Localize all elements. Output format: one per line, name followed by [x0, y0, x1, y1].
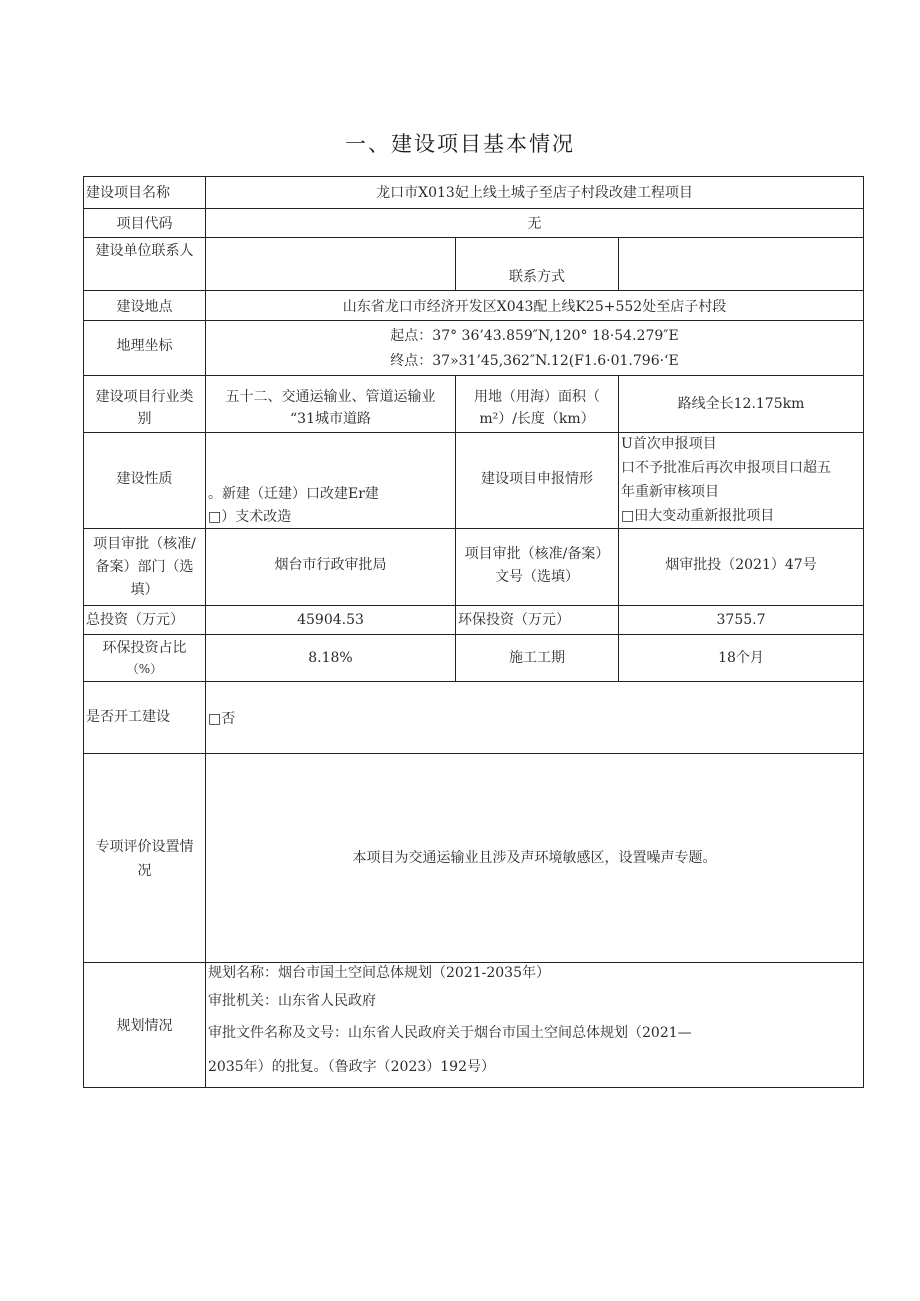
area-value: 路线全长12.175km	[677, 396, 805, 412]
row-border	[83, 290, 863, 291]
area-label-line2: m²）/长度（km）	[479, 411, 595, 427]
approval-label-line3: 填）	[130, 582, 159, 598]
special-eval-label-line1: 专项评价设置情	[95, 839, 194, 855]
column-border	[618, 237, 619, 290]
approval-label-line1: 项目审批（核准/	[93, 536, 196, 552]
special-eval-value: 本项目为交通运输业且涉及声环境敏感区，设置噪声专题。	[352, 850, 717, 866]
industry-value-line1: 五十二、交通运输业、管道运输业	[225, 389, 436, 405]
row-border	[83, 176, 863, 177]
location-value: 山东省龙口市经济开发区X043配上线K25+552处至店子村段	[342, 299, 727, 315]
started-label: 是否开工建设	[86, 709, 170, 725]
env-ratio-label-line1: 环保投资占比	[102, 640, 187, 656]
started-value: □否	[208, 711, 236, 727]
env-ratio-value: 8.18%	[308, 650, 353, 666]
location-label: 建设地点	[116, 299, 173, 315]
approval-doc-value: 烟审批投（2021）47号	[665, 557, 817, 573]
coordinates-start: 起点：37° 36’43.859″N,120° 18·54.279″E	[390, 328, 679, 344]
column-border	[863, 176, 864, 1088]
investment-label: 总投资（万元）	[86, 612, 184, 628]
contact-label: 建设单位联系人	[95, 243, 194, 259]
env-investment-label: 环保投资（万元）	[458, 612, 570, 628]
row-border	[83, 681, 863, 682]
approval-doc-label-line2: 文号（选填）	[495, 569, 579, 585]
planning-line-4: 2035年）的批复。（鲁政字（2023）192号）	[208, 1059, 495, 1075]
row-border	[83, 237, 863, 238]
construction-period-value: 18个月	[718, 650, 764, 666]
nature-label: 建设性质	[116, 471, 173, 487]
planning-label: 规划情况	[116, 1018, 173, 1034]
row-border	[83, 634, 863, 635]
report-option-1: U首次申报项目	[621, 436, 717, 452]
industry-label-line1: 建设项目行业类	[95, 389, 194, 405]
project-code-label: 项目代码	[116, 216, 173, 232]
construction-period-label: 施工工期	[509, 650, 565, 666]
planning-line-1: 规划名称：烟台市国土空间总体规划（2021-2035年）	[208, 965, 550, 981]
nature-option-1: 。新建（迁建）口改建Er建	[208, 486, 379, 502]
industry-label-line2: 别	[137, 411, 152, 427]
planning-line-2: 审批机关：山东省人民政府	[208, 993, 376, 1009]
coordinates-label: 地理坐标	[116, 338, 173, 354]
approval-value: 烟台市行政审批局	[274, 557, 387, 573]
column-border	[618, 375, 619, 681]
planning-line-3: 审批文件名称及文号：山东省人民政府关于烟台市国土空间总体规划（2021—	[208, 1025, 692, 1041]
report-option-2: 口不予批准后再次申报项目口超五	[621, 460, 831, 476]
coordinates-end: 终点：37»31’45,362″N.12(F1.6·01.796·ʻE	[390, 353, 679, 369]
contact-method-label: 联系方式	[509, 269, 565, 285]
row-border	[83, 528, 863, 529]
row-border	[83, 375, 863, 376]
area-label-line1: 用地（用海）面积（	[474, 389, 600, 405]
row-border	[83, 208, 863, 209]
row-border	[83, 753, 863, 754]
env-ratio-label-line2: （%）	[126, 662, 163, 676]
report-option-3: 年重新审核项目	[621, 484, 719, 500]
page-title: 一、建设项目基本情况	[345, 132, 575, 156]
approval-doc-label-line1: 项目审批（核准/备案）	[464, 546, 610, 562]
industry-value-line2: “31城市道路	[290, 411, 371, 427]
row-border	[83, 320, 863, 321]
project-name-label: 建设项目名称	[86, 185, 170, 201]
nature-option-2: □）支术改造	[208, 509, 292, 525]
row-border	[83, 1087, 864, 1088]
approval-label-line2: 备案）部门（选	[95, 559, 194, 575]
row-border	[83, 605, 863, 606]
report-label: 建设项目申报情形	[481, 471, 593, 487]
env-investment-value: 3755.7	[716, 612, 766, 628]
project-code-value: 无	[527, 216, 542, 232]
investment-value: 45904.53	[297, 612, 364, 628]
project-name-value: 龙口市X013妃上线土城子至店子村段改建工程项目	[376, 185, 693, 201]
special-eval-label-line2: 况	[137, 863, 152, 879]
report-option-4: □田大变动重新报批项目	[621, 508, 775, 524]
